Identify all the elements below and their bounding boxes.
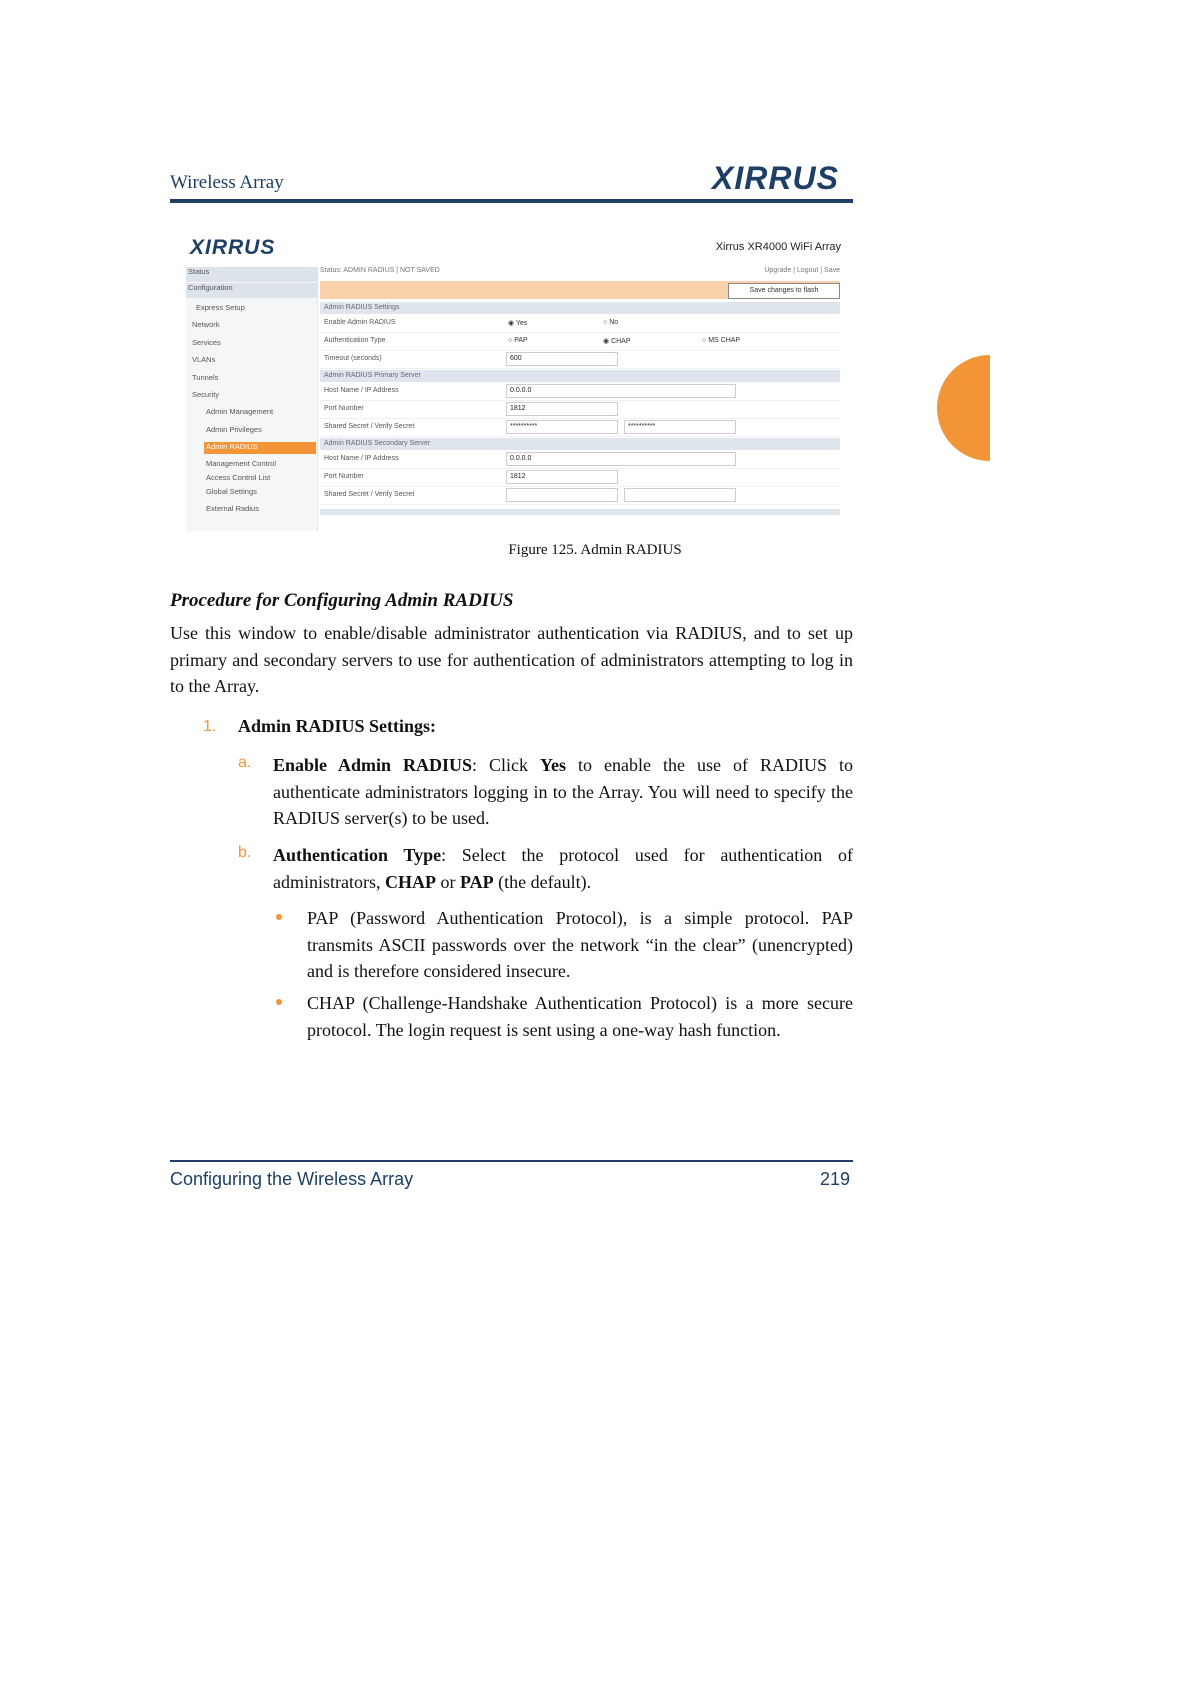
primary-host-label: Host Name / IP Address bbox=[324, 387, 399, 394]
sidebar-item-security[interactable]: Security bbox=[192, 390, 220, 399]
primary-port-input[interactable]: 1812 bbox=[506, 402, 618, 416]
row-primary-secret bbox=[320, 419, 840, 437]
secondary-host-label: Host Name / IP Address bbox=[324, 455, 399, 462]
primary-host-input[interactable]: 0.0.0.0 bbox=[506, 384, 736, 398]
bullet-dot bbox=[276, 914, 282, 920]
footer-divider bbox=[170, 1160, 853, 1162]
xirrus-logo: XIRRUS bbox=[712, 160, 839, 196]
footer-chapter-title: Configuring the Wireless Array bbox=[170, 1169, 414, 1189]
secondary-port-input[interactable]: 1812 bbox=[506, 470, 618, 484]
row-primary-host bbox=[320, 383, 840, 401]
authentication-type-label: Authentication Type bbox=[324, 337, 386, 344]
status-line: Status: ADMIN RADIUS | NOT SAVED bbox=[320, 267, 440, 274]
save-to-flash-button[interactable]: Save changes to flash bbox=[728, 283, 840, 299]
sidebar-item-network[interactable]: Network bbox=[192, 320, 220, 329]
top-links[interactable]: Upgrade | Logout | Save bbox=[764, 267, 840, 274]
enable-no-radio[interactable]: ○ No bbox=[603, 319, 619, 326]
row-enable-admin-radius bbox=[320, 315, 840, 333]
item-b-marker: b. bbox=[238, 844, 252, 861]
sidebar-item-tunnels[interactable]: Tunnels bbox=[192, 373, 219, 382]
secondary-verify-secret-input[interactable] bbox=[624, 488, 736, 502]
row-secondary-secret bbox=[320, 487, 840, 505]
procedure-heading: Procedure for Configuring Admin RADIUS bbox=[170, 590, 514, 611]
sidebar-item-express-setup[interactable]: Express Setup bbox=[196, 303, 245, 312]
page-number: 219 bbox=[819, 1169, 850, 1189]
secondary-port-label: Port Number bbox=[324, 473, 364, 480]
primary-secret-input[interactable]: ********** bbox=[506, 420, 618, 434]
secondary-host-input[interactable]: 0.0.0.0 bbox=[506, 452, 736, 466]
auth-pap-radio[interactable]: ○ PAP bbox=[508, 337, 528, 344]
sidebar-item-admin-management[interactable]: Admin Management bbox=[206, 407, 274, 416]
sidebar-item-external-radius[interactable]: External Radius bbox=[206, 504, 259, 513]
sidebar-item-vlans[interactable]: VLANs bbox=[192, 355, 216, 364]
row-timeout bbox=[320, 351, 840, 369]
screenshot-logo: XIRRUS bbox=[190, 236, 276, 259]
product-name: Xirrus XR4000 WiFi Array bbox=[715, 241, 841, 253]
header-divider bbox=[170, 199, 853, 203]
bullet-pap: PAP (Password Authentication Protocol), is a simple protocol. PAP transmits ASCII passwords over the network “in the clear” (unencrypted) and is therefore considered insecure. bbox=[307, 908, 853, 981]
auth-chap-radio[interactable]: ◉ CHAP bbox=[603, 338, 631, 345]
sidebar-nav bbox=[186, 267, 318, 531]
admin-radius-panel bbox=[320, 267, 850, 535]
sidebar-item-configuration[interactable]: Configuration bbox=[186, 283, 317, 298]
auth-ms-chap-radio[interactable]: ○ MS CHAP bbox=[702, 337, 741, 344]
sidebar-item-access-control-list[interactable]: Access Control List bbox=[206, 473, 271, 482]
row-secondary-host bbox=[320, 451, 840, 469]
item-a-marker: a. bbox=[238, 754, 252, 771]
secondary-secret-label: Shared Secret / Verify Secret bbox=[324, 491, 415, 498]
timeout-label: Timeout (seconds) bbox=[324, 355, 382, 362]
row-primary-port bbox=[320, 401, 840, 419]
sidebar-item-services[interactable]: Services bbox=[192, 338, 221, 347]
admin-radius-screenshot bbox=[170, 227, 853, 535]
item-enable-admin-radius: Enable Admin RADIUS: Click Yes to enable the use of RADIUS to authenticate administrators logging in to the Array. You will need to specify the RADIUS server(s) to be used. bbox=[273, 755, 853, 828]
bullet-chap: CHAP (Challenge-Handshake Authentication Protocol) is a more secure protocol. The login request is sent using a one-way hash function. bbox=[307, 993, 853, 1040]
primary-verify-secret-input[interactable]: ********** bbox=[624, 420, 736, 434]
sidebar-item-admin-radius[interactable]: Admin RADIUS bbox=[204, 442, 316, 454]
sidebar-item-admin-privileges[interactable]: Admin Privileges bbox=[206, 425, 262, 434]
intro-paragraph: Use this window to enable/disable administrator authentication via RADIUS, and to set up primary and secondary servers to use for authentication of administrators attempting to log in to the Array. bbox=[170, 623, 853, 696]
enable-yes-radio[interactable]: ◉ Yes bbox=[508, 320, 528, 327]
sidebar-item-status[interactable]: Status bbox=[186, 267, 317, 282]
row-authentication-type bbox=[320, 333, 840, 351]
section-primary-server: Admin RADIUS Primary Server bbox=[320, 370, 840, 382]
page-header-title: Wireless Array bbox=[170, 172, 284, 193]
item-authentication-type: Authentication Type: Select the protocol used for authentication of administrators, CHAP or PAP (the default). bbox=[273, 845, 853, 892]
primary-secret-label: Shared Secret / Verify Secret bbox=[324, 423, 415, 430]
sidebar-item-management-control[interactable]: Management Control bbox=[206, 459, 277, 468]
step-1-heading: Admin RADIUS Settings: bbox=[238, 716, 437, 736]
sidebar-item-global-settings[interactable]: Global Settings bbox=[206, 487, 257, 496]
primary-port-label: Port Number bbox=[324, 405, 364, 412]
secondary-secret-input[interactable] bbox=[506, 488, 618, 502]
section-admin-radius-settings: Admin RADIUS Settings bbox=[320, 302, 840, 314]
row-secondary-port bbox=[320, 469, 840, 487]
enable-admin-radius-label: Enable Admin RADIUS bbox=[324, 319, 396, 326]
panel-footer-bar bbox=[320, 509, 840, 515]
timeout-input[interactable]: 600 bbox=[506, 352, 618, 366]
section-secondary-server: Admin RADIUS Secondary Server bbox=[320, 438, 840, 450]
chapter-tab-marker bbox=[937, 355, 990, 461]
step-1-number: 1. bbox=[203, 718, 217, 735]
bullet-dot bbox=[276, 999, 282, 1005]
figure-caption: Figure 125. Admin RADIUS bbox=[508, 542, 682, 558]
